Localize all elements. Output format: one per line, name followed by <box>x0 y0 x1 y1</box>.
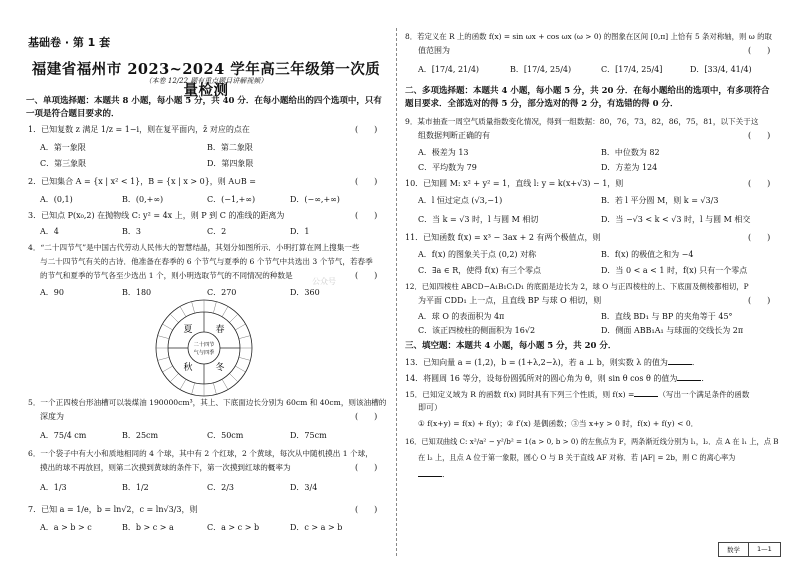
q12-option-a: A．球 O 的表面积为 4π <box>418 312 505 321</box>
q1-option-a: A．第一象限 <box>40 143 86 152</box>
q4-stem-line3: 的节气和夏季的节气各至少选出 1 个，则小明选取节气的不同情况的种数是 <box>40 271 293 280</box>
q7-option-c: C．a > c > b <box>207 523 260 532</box>
q9-option-b: B．中位数为 82 <box>601 148 660 157</box>
q3-option-a: A．4 <box>40 227 59 236</box>
q9-option-d: D．方差为 124 <box>601 163 658 172</box>
q15-stem-line2: 即可） <box>418 403 442 412</box>
exam-subtitle: （本卷 12/22 题有重点题目讲解视频） <box>144 77 268 85</box>
q5-option-d: D．75cm <box>290 431 327 440</box>
q15-text: 15．已知定义域为 R 的函数 f(x) 同时具有下列三个性质，则 f(x) = <box>405 390 635 399</box>
q2-option-b: B．(0,+∞) <box>122 195 164 204</box>
q7-answer-slot: ( ) <box>355 505 378 514</box>
q6-stem-line2: 摸出的球不再放回，则第二次摸到黄球的条件下，第一次摸到红球的概率为 <box>40 463 291 472</box>
q6-option-b: B．1/2 <box>122 483 149 492</box>
season-summer-label: 夏 <box>183 325 193 335</box>
q8-stem-line2: 值范围为 <box>418 46 450 55</box>
q10-option-d: D．当 −√3 < k < √3 时，l 与圆 M 相交 <box>601 215 751 224</box>
q13-stem: 13．已知向量 a = (1,2)，b = (1+λ,2−λ)，若 a ⊥ b，则实数 λ 的值为 ． <box>405 358 700 367</box>
q6-option-a: A．1/3 <box>40 483 67 492</box>
q11-option-b: B．f(x) 的极值之和为 −4 <box>601 250 694 259</box>
q1-option-b: B．第二象限 <box>207 143 253 152</box>
section-3-heading: 三、填空题：本题共 4 小题，每小题 5 分，共 20 分． <box>405 341 617 351</box>
q8-answer-slot: ( ) <box>748 46 771 55</box>
page-footer <box>718 542 781 557</box>
q14-answer-blank[interactable] <box>677 372 701 381</box>
q5-option-c: C．50cm <box>207 431 244 440</box>
section-2-heading: 二、多项选择题：本题共 4 小题，每小题 5 分，共 20 分．在每小题给出的选项中，有多项符合题目要求．全部选对的得 5 分，部分选对的得 2 分，有选错的得 0 分． <box>405 86 770 109</box>
paper-tag: 基础卷 · 第 1 套 <box>28 36 111 49</box>
q15-answer-blank[interactable] <box>634 388 658 397</box>
q4-option-d: D．360 <box>290 288 320 297</box>
q2-answer-slot: ( ) <box>355 177 378 186</box>
q5-option-b: B．25cm <box>122 431 159 440</box>
q4-answer-slot: ( ) <box>355 271 378 280</box>
q6-option-c: C．2/3 <box>207 483 234 492</box>
q3-stem: 3．已知点 P(x₀,2) 在抛物线 C: y² = 4x 上，则 P 到 C 的准线的距离为 <box>28 211 285 220</box>
season-autumn-label: 秋 <box>183 363 193 373</box>
season-winter-label: 冬 <box>215 363 225 373</box>
q15-note: （写出一个满足条件的函数 <box>658 390 750 399</box>
q8-option-d: D．[33/4, 41/4) <box>690 65 752 74</box>
q6-option-d: D．3/4 <box>290 483 318 492</box>
q6-stem-line1: 6．一个袋子中有大小和质地相同的 4 个球，其中有 2 个红球，2 个黄球，每次从中随机摸出 1 个球， <box>28 449 373 458</box>
q3-answer-slot: ( ) <box>355 211 378 220</box>
wheel-center-line1: 二十四节 <box>193 342 215 348</box>
q8-option-c: C．[17/4, 25/4] <box>601 65 663 74</box>
q4-stem-line2: 与二十四节气有关的古诗．他准备在春季的 6 个节气与夏季的 6 个节气中共选出 3 个节气，若春季 <box>40 257 373 266</box>
q9-answer-slot: ( ) <box>748 131 771 140</box>
q3-option-d: D．1 <box>290 227 310 236</box>
q16-answer-blank[interactable] <box>418 468 442 477</box>
season-spring-label: 春 <box>215 325 225 335</box>
footer-subject: 数学 <box>727 546 740 554</box>
q5-answer-slot: ( ) <box>355 412 378 421</box>
q11-stem: 11．已知函数 f(x) = x³ − 3ax + 2 有两个极值点，则 <box>405 233 601 242</box>
watermark: 公众号 <box>312 277 336 286</box>
q12-stem-line1: 12．已知四棱柱 ABCD−A₁B₁C₁D₁ 的底面是边长为 2，球 O 与正四棱柱的上、下底面及侧棱都相切，P <box>405 282 749 291</box>
q2-option-d: D．(−∞,+∞) <box>290 195 340 204</box>
q4-option-c: C．270 <box>207 288 237 297</box>
q9-option-c: C．平均数为 79 <box>418 163 477 172</box>
q11-option-d: D．当 0 < a < 1 时，f(x) 只有一个零点 <box>601 266 748 275</box>
q10-stem: 10．已知圆 M: x² + y² = 1，直线 l: y = k(x+√3) − 1，则 <box>405 179 624 188</box>
q3-option-b: B．3 <box>122 227 141 236</box>
q12-option-d: D．侧面 ABB₁A₁ 与球面的交线长为 2π <box>601 326 744 335</box>
q5-stem-line2: 深度为 <box>40 412 64 421</box>
q8-option-b: B．[17/4, 25/4) <box>510 65 572 74</box>
q16-stem-line3: ． <box>418 468 450 482</box>
q16-stem-line1: 16．已知双曲线 C: x²/a² − y²/b² = 1(a > 0, b > 0) 的左焦点为 F，两条渐近线分别为 l₁，l₂．点 A 在 l₁ 上，点 B <box>405 437 779 446</box>
q7-option-d: D．c > a > b <box>290 523 343 532</box>
q4-option-b: B．180 <box>122 288 152 297</box>
q16-stem-line2: 在 l₂ 上，且点 A 位于第一象限，圆心 O 与 B 关于直线 AF 对称．若 |AF| = 2b，则 C 的离心率为 <box>418 453 736 462</box>
q2-option-a: A．(0,1) <box>40 195 73 204</box>
q9-option-a: A．极差为 13 <box>418 148 469 157</box>
q8-stem-line1: 8．若定义在 R 上的函数 f(x) = sin ωx + cos ωx (ω > 0) 的图象在区间 [0,π] 上恰有 5 条对称轴，则 ω 的取 <box>405 32 772 41</box>
solar-terms-wheel-diagram <box>154 298 254 398</box>
q7-option-b: B．b > c > a <box>122 523 174 532</box>
q8-option-a: A．[17/4, 21/4) <box>418 65 480 74</box>
q6-answer-slot: ( ) <box>355 463 378 472</box>
q11-option-a: A．f(x) 的图象关于点 (0,2) 对称 <box>418 250 537 259</box>
q5-option-a: A．75/4 cm <box>40 431 87 440</box>
q9-stem-line1: 9．某市抽查一周空气质量指数变化情况，得到一组数据：80，76，73，82，86，75，81，以下关于这 <box>405 117 759 126</box>
q13-answer-blank[interactable] <box>668 356 692 365</box>
q12-stem-line2: 为平面 CDD₁ 上一点，且直线 BP 与球 O 相切，则 <box>418 296 602 305</box>
q10-option-a: A．l 恒过定点 (√3,−1) <box>418 196 503 205</box>
wheel-center-line2: 气与四季 <box>193 350 215 356</box>
q15-stem-line1 <box>405 388 749 402</box>
q12-answer-slot: ( ) <box>748 296 771 305</box>
q1-option-d: D．第四象限 <box>207 159 254 168</box>
q1-answer-slot: ( ) <box>355 125 378 134</box>
q1-stem: 1．已知复数 z 满足 1/z = 1−i，则在复平面内，z̄ 对应的点在 <box>28 125 250 134</box>
q13-text: 13．已知向量 a = (1,2)，b = (1+λ,2−λ)，若 a ⊥ b，则实数 λ 的值为 <box>405 358 668 367</box>
q10-answer-slot: ( ) <box>748 179 771 188</box>
q14-stem: 14．将圆周 16 等分，设每份圆弧所对的圆心角为 θ，则 sin θ cos θ 的值为 ． <box>405 374 710 383</box>
q15-conditions: ① f(x+y) = f(x) + f(y)；② f′(x) 是偶函数；③当 x+y > 0 时，f(x) + f(y) < 0． <box>418 419 699 428</box>
q4-option-a: A．90 <box>40 288 64 297</box>
q11-answer-slot: ( ) <box>748 233 771 242</box>
column-divider <box>396 28 397 556</box>
q12-option-b: B．直线 BD₁ 与 BP 的夹角等于 45° <box>601 312 733 321</box>
q9-stem-line2: 组数据判断正确的有 <box>418 131 490 140</box>
q1-option-c: C．第三象限 <box>40 159 87 168</box>
footer-page-number: 1—1 <box>748 543 780 556</box>
q10-option-b: B．若 l 平分圆 M，则 k = √3/3 <box>601 196 719 205</box>
q11-option-c: C．∃a ∈ R，使得 f(x) 有三个零点 <box>418 266 542 275</box>
exam-title: 福建省福州市 2023~2024 学年高三年级第一次质量检测 <box>31 61 381 99</box>
q3-option-c: C．2 <box>207 227 227 236</box>
q12-option-c: C．该正四棱柱的侧面积为 16√2 <box>418 326 536 335</box>
q2-option-c: C．(−1,+∞) <box>207 195 256 204</box>
section-1-heading: 一、单项选择题：本题共 8 小题，每小题 5 分，共 40 分．在每小题给出的四个选项中，只有一项是符合题目要求的． <box>26 96 382 119</box>
q4-stem-line1: 4．“二十四节气”是中国古代劳动人民伟大的智慧结晶，其划分如图所示．小明打算在网上搜集一些 <box>28 243 360 252</box>
q7-option-a: A．a > b > c <box>40 523 92 532</box>
q10-option-c: C．当 k = √3 时，l 与圆 M 相切 <box>418 215 539 224</box>
q7-stem: 7．已知 a = 1/e，b = ln√2，c = ln√3/3，则 <box>28 505 198 514</box>
q5-stem-line1: 5．一个正四棱台形油槽可以装煤油 190000cm³，其上、下底面边长分别为 60cm 和 40cm，则该油槽的 <box>28 398 387 407</box>
q14-text: 14．将圆周 16 等分，设每份圆弧所对的圆心角为 θ，则 sin θ cos θ 的值为 <box>405 374 678 383</box>
q2-stem: 2．已知集合 A = {x | x² < 1}，B = {x | x > 0}，则 A∪B = <box>28 177 256 186</box>
